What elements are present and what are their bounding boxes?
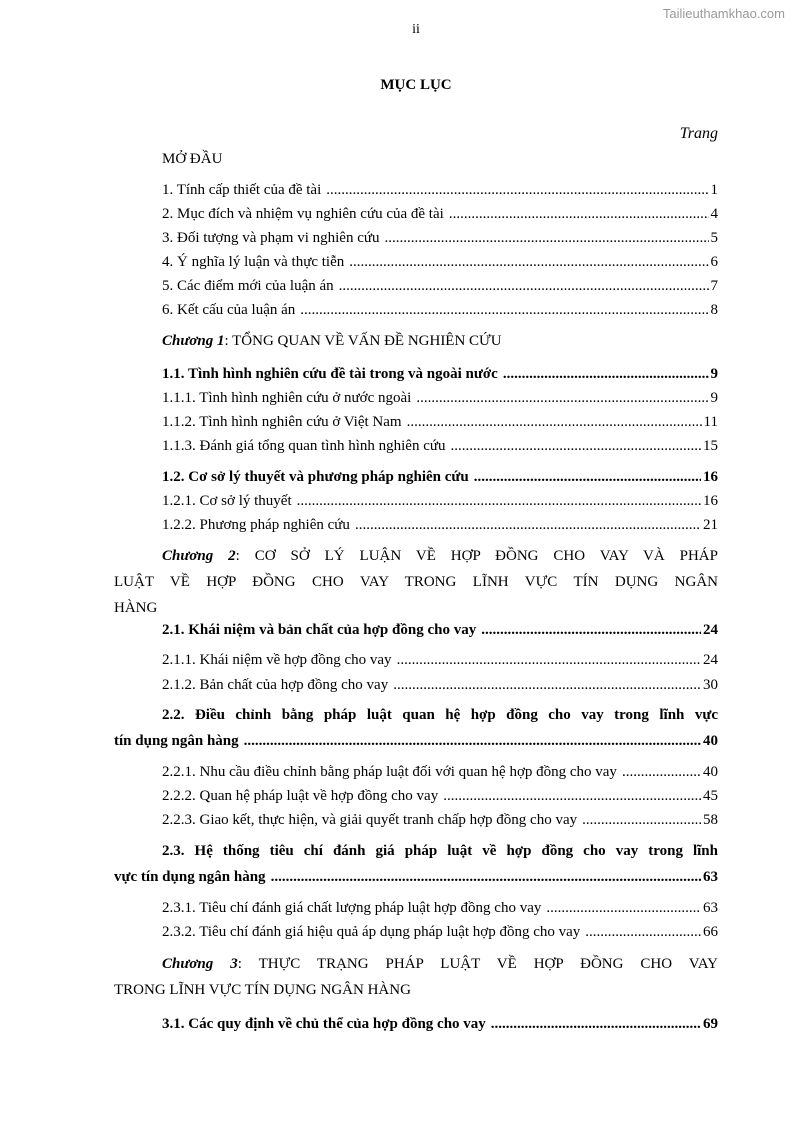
- mo-dau-heading: MỞ ĐẦU: [162, 151, 223, 167]
- toc-entry-text: 2.3.2. Tiêu chí đánh giá hiệu quả áp dụng pháp luật hợp đồng cho vay: [162, 924, 581, 940]
- dot-leader: [339, 278, 709, 295]
- chapter-title-line: HÀNG: [114, 600, 158, 616]
- dot-leader: [349, 254, 708, 271]
- toc-entry[interactable]: [162, 517, 718, 534]
- toc-entry-page: 63: [703, 869, 718, 885]
- dot-leader: [397, 652, 701, 669]
- toc-entry-text: 1.2.2. Phương pháp nghiên cứu: [162, 517, 350, 533]
- toc-entry[interactable]: [162, 788, 718, 805]
- toc-entry[interactable]: [162, 812, 718, 829]
- toc-entry-page: 30: [703, 677, 718, 693]
- toc-entry-page: 24: [703, 622, 718, 638]
- page-column-label: Trang: [679, 125, 718, 142]
- toc-entry-page: 40: [703, 764, 718, 780]
- dot-leader: [449, 206, 709, 223]
- toc-entry-text: 4. Ý nghĩa lý luận và thực tiễn: [162, 254, 345, 270]
- chapter-title-line: TRONG LĨNH VỰC TÍN DỤNG NGÂN HÀNG: [114, 982, 411, 998]
- dot-leader: [385, 230, 709, 247]
- chapter-label: Chương 3: [162, 956, 238, 972]
- toc-entry-page: 66: [703, 924, 718, 940]
- dot-leader: [546, 900, 701, 917]
- dot-leader: [503, 366, 709, 383]
- toc-entry-text: 3. Đối tượng và phạm vi nghiên cứu: [162, 230, 380, 246]
- toc-entry-text: 1.1.3. Đánh giá tổng quan tình hình nghiên cứu: [162, 438, 446, 454]
- toc-entry-text: 1.1.2. Tình hình nghiên cứu ở Việt Nam: [162, 414, 402, 430]
- chapter-2-heading[interactable]: [114, 543, 718, 621]
- chapter-label: Chương 2: [162, 548, 236, 564]
- chapter-1-heading[interactable]: [162, 333, 502, 350]
- toc-entry-text: 3.1. Các quy định về chủ thể của hợp đồng cho vay: [162, 1016, 486, 1032]
- toc-entry[interactable]: [162, 390, 718, 407]
- dot-leader: [416, 390, 708, 407]
- toc-entry-text: 6. Kết cấu của luận án: [162, 302, 296, 318]
- dot-leader: [271, 869, 701, 886]
- dot-leader: [244, 733, 701, 750]
- toc-section[interactable]: [162, 469, 718, 486]
- toc-entry[interactable]: [162, 302, 718, 319]
- toc-section[interactable]: [162, 1016, 718, 1033]
- watermark: Tailieuthamkhao.com: [662, 6, 785, 21]
- toc-entry-page: 9: [710, 366, 718, 382]
- toc-entry-text: 2.2. Điều chỉnh bằng pháp luật quan hệ hợp đồng cho vay trong lĩnh vực: [162, 707, 718, 723]
- dot-leader: [326, 182, 708, 199]
- toc-entry-page: 4: [710, 206, 718, 222]
- toc-section[interactable]: [114, 843, 718, 886]
- toc-entry-page: 6: [710, 254, 718, 270]
- toc-entry-page: 11: [703, 414, 718, 430]
- toc-entry-text: 2.2.2. Quan hệ pháp luật về hợp đồng cho vay: [162, 788, 439, 804]
- dot-leader: [582, 812, 701, 829]
- dot-leader: [451, 438, 701, 455]
- toc-entry-page: 40: [703, 733, 718, 749]
- toc-entry-text: 2.3. Hệ thống tiêu chí đánh giá pháp luật về hợp đồng cho vay trong lĩnh: [162, 843, 718, 859]
- chapter-3-heading[interactable]: [114, 951, 718, 1003]
- toc-entry-text: 1. Tính cấp thiết của đề tài: [162, 182, 322, 198]
- chapter-title-line: LUẬT VỀ HỢP ĐỒNG CHO VAY TRONG LĨNH VỰC TÍN DỤNG NGÂN: [114, 574, 718, 590]
- toc-entry-text: 1.2.1. Cơ sở lý thuyết: [162, 493, 292, 509]
- toc-entry[interactable]: [162, 414, 718, 431]
- toc-entry[interactable]: [162, 677, 718, 694]
- toc-entry-text: vực tín dụng ngân hàng: [114, 869, 266, 885]
- dot-leader: [300, 302, 708, 319]
- dot-leader: [393, 677, 701, 694]
- toc-entry[interactable]: [162, 900, 718, 917]
- toc-entry-text: 2.2.3. Giao kết, thực hiện, và giải quyết tranh chấp hợp đồng cho vay: [162, 812, 578, 828]
- dot-leader: [491, 1016, 701, 1033]
- toc-entry-text: 2.1.2. Bản chất của hợp đồng cho vay: [162, 677, 389, 693]
- toc-entry[interactable]: [162, 924, 718, 941]
- toc-entry-text: 1.1.1. Tình hình nghiên cứu ở nước ngoài: [162, 390, 412, 406]
- toc-entry-page: 8: [710, 302, 718, 318]
- dot-leader: [622, 764, 701, 781]
- dot-leader: [443, 788, 701, 805]
- dot-leader: [355, 517, 701, 534]
- toc-entry-page: 15: [703, 438, 718, 454]
- toc-entry-text: 1.1. Tình hình nghiên cứu đề tài trong và ngoài nước: [162, 366, 498, 382]
- toc-entry-text: 2.3.1. Tiêu chí đánh giá chất lượng pháp luật hợp đồng cho vay: [162, 900, 542, 916]
- toc-entry[interactable]: [162, 278, 718, 295]
- toc-section[interactable]: [114, 707, 718, 750]
- toc-entry-page: 5: [710, 230, 718, 246]
- toc-entry[interactable]: [162, 206, 718, 223]
- dot-leader: [481, 622, 701, 639]
- toc-entry-page: 45: [703, 788, 718, 804]
- toc-entry-page: 24: [703, 652, 718, 668]
- toc-entry-text: tín dụng ngân hàng: [114, 733, 239, 749]
- toc-entry-page: 69: [703, 1016, 718, 1032]
- toc-entry-text: 2. Mục đích và nhiệm vụ nghiên cứu của đề tài: [162, 206, 444, 222]
- toc-entry-text: 1.2. Cơ sở lý thuyết và phương pháp nghiên cứu: [162, 469, 469, 485]
- toc-entry-page: 7: [710, 278, 718, 294]
- toc-entry-text: 2.1. Khái niệm và bản chất của hợp đồng cho vay: [162, 622, 477, 638]
- dot-leader: [585, 924, 701, 941]
- dot-leader: [474, 469, 701, 486]
- toc-entry-page: 9: [710, 390, 718, 406]
- page-number: ii: [412, 22, 420, 37]
- dot-leader: [407, 414, 702, 431]
- toc-entry-page: 63: [703, 900, 718, 916]
- toc-entry[interactable]: [162, 652, 718, 669]
- toc-entry[interactable]: [162, 230, 718, 247]
- chapter-title: : TỔNG QUAN VỀ VẤN ĐỀ NGHIÊN CỨU: [224, 333, 502, 349]
- toc-entry-page: 16: [703, 469, 718, 485]
- toc-entry-text: 2.2.1. Nhu cầu điều chỉnh bằng pháp luật đối với quan hệ hợp đồng cho vay: [162, 764, 617, 780]
- toc-entry[interactable]: [162, 182, 718, 199]
- toc-entry[interactable]: [162, 438, 718, 455]
- toc-section[interactable]: [162, 366, 718, 383]
- dot-leader: [297, 493, 701, 510]
- toc-entry[interactable]: [162, 493, 718, 510]
- chapter-title-line: : THỰC TRẠNG PHÁP LUẬT VỀ HỢP ĐỒNG CHO VAY: [237, 956, 718, 972]
- toc-entry[interactable]: [162, 764, 718, 781]
- toc-entry[interactable]: [162, 254, 718, 271]
- toc-entry-page: 21: [703, 517, 718, 533]
- toc-section[interactable]: [162, 622, 718, 639]
- page-title: MỤC LỤC: [380, 77, 452, 93]
- toc-entry-page: 58: [703, 812, 718, 828]
- toc-entry-text: 5. Các điểm mới của luận án: [162, 278, 334, 294]
- chapter-label: Chương 1: [162, 333, 225, 349]
- toc-entry-page: 16: [703, 493, 718, 509]
- chapter-title-line: : CƠ SỞ LÝ LUẬN VỀ HỢP ĐỒNG CHO VAY VÀ PHÁP: [235, 548, 718, 564]
- toc-entry-text: 2.1.1. Khái niệm về hợp đồng cho vay: [162, 652, 392, 668]
- toc-entry-page: 1: [710, 182, 718, 198]
